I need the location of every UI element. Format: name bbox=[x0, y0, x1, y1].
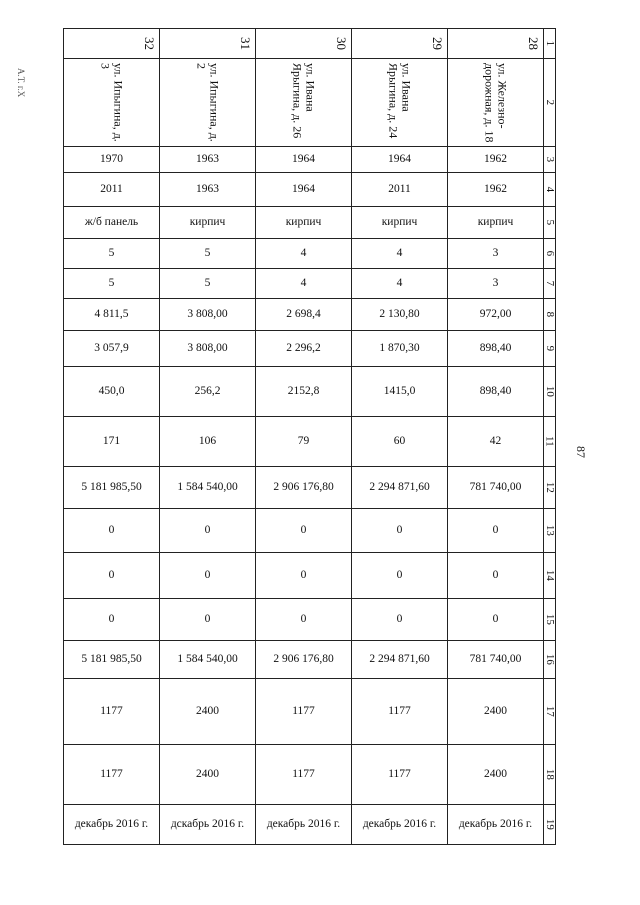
table-cell-year_overhaul: 1963 bbox=[160, 173, 256, 207]
table-cell-address: ул. Ивана Ярыгина, д. 26 bbox=[256, 59, 352, 147]
table-row bbox=[64, 509, 556, 553]
table-cell-floors: 4 bbox=[352, 239, 448, 269]
table-cell-year_built: 1964 bbox=[352, 147, 448, 173]
row-index: 12 bbox=[544, 467, 556, 509]
row-index: 18 bbox=[544, 745, 556, 805]
table-cell-deadline: декабрь 2016 г. bbox=[352, 805, 448, 845]
table-cell-floors: 4 bbox=[256, 239, 352, 269]
table-cell-z1: 0 bbox=[64, 509, 160, 553]
table-cell-year_built: 1970 bbox=[64, 147, 160, 173]
row-index: 17 bbox=[544, 679, 556, 745]
row-index: 11 bbox=[544, 417, 556, 467]
table-cell-area_x: 256,2 bbox=[160, 367, 256, 417]
table-cell-z3: 0 bbox=[64, 599, 160, 641]
row-index: 2 bbox=[544, 59, 556, 147]
table-cell-area_x: 450,0 bbox=[64, 367, 160, 417]
table-cell-z1: 0 bbox=[352, 509, 448, 553]
row-index: 13 bbox=[544, 509, 556, 553]
row-index: 10 bbox=[544, 367, 556, 417]
table-row bbox=[64, 641, 556, 679]
row-index: 1 bbox=[544, 29, 556, 59]
table-row bbox=[64, 679, 556, 745]
table-cell-z2: 0 bbox=[256, 553, 352, 599]
side-mark: А.Т. г.Х bbox=[16, 68, 26, 98]
table-cell-area_total: 972,00 bbox=[448, 299, 544, 331]
table-row bbox=[64, 147, 556, 173]
row-index: 7 bbox=[544, 269, 556, 299]
table-cell-year_overhaul: 2011 bbox=[64, 173, 160, 207]
row-index: 5 bbox=[544, 207, 556, 239]
table-row bbox=[64, 207, 556, 239]
table-cell-deadline: дскабрь 2016 г. bbox=[160, 805, 256, 845]
row-index: 14 bbox=[544, 553, 556, 599]
table-cell-area_total: 3 808,00 bbox=[160, 299, 256, 331]
table-cell-cost_total: 1 584 540,00 bbox=[160, 467, 256, 509]
table-cell-unit1: 2400 bbox=[160, 679, 256, 745]
table-cell-unit2: 2400 bbox=[448, 745, 544, 805]
table-cell-area_total: 2 698,4 bbox=[256, 299, 352, 331]
table-cell-area_living: 898,40 bbox=[448, 331, 544, 367]
table-cell-material: кирпич bbox=[352, 207, 448, 239]
table-cell-cost_total: 2 906 176,80 bbox=[256, 467, 352, 509]
table-cell-floors2: 5 bbox=[64, 269, 160, 299]
table-cell-z3: 0 bbox=[160, 599, 256, 641]
table-cell-material: кирпич bbox=[256, 207, 352, 239]
table-cell-area_x: 2152,8 bbox=[256, 367, 352, 417]
table-row bbox=[64, 417, 556, 467]
table-cell-unit2: 1177 bbox=[64, 745, 160, 805]
table-cell-material: кирпич bbox=[448, 207, 544, 239]
table-cell-no: 30 bbox=[256, 29, 352, 59]
table-row bbox=[64, 599, 556, 641]
table-cell-z2: 0 bbox=[352, 553, 448, 599]
table-row bbox=[64, 269, 556, 299]
table-cell-address: ул. Ипыгина, д. 3 bbox=[64, 59, 160, 147]
table-cell-material: ж/б панель bbox=[64, 207, 160, 239]
table-cell-area_living: 3 808,00 bbox=[160, 331, 256, 367]
table-cell-residents: 171 bbox=[64, 417, 160, 467]
table-cell-z2: 0 bbox=[448, 553, 544, 599]
row-index: 3 bbox=[544, 147, 556, 173]
table-row bbox=[64, 299, 556, 331]
table-cell-floors2: 4 bbox=[256, 269, 352, 299]
table-cell-residents: 79 bbox=[256, 417, 352, 467]
table-cell-z3: 0 bbox=[352, 599, 448, 641]
table-cell-deadline: декабрь 2016 г. bbox=[448, 805, 544, 845]
table-cell-z3: 0 bbox=[448, 599, 544, 641]
table-cell-cost_total2: 781 740,00 bbox=[448, 641, 544, 679]
table-cell-area_x: 1415,0 bbox=[352, 367, 448, 417]
table-cell-no: 32 bbox=[64, 29, 160, 59]
table-row bbox=[64, 745, 556, 805]
table-cell-residents: 106 bbox=[160, 417, 256, 467]
table-cell-year_overhaul: 1964 bbox=[256, 173, 352, 207]
table-cell-cost_total: 5 181 985,50 bbox=[64, 467, 160, 509]
table-cell-z1: 0 bbox=[448, 509, 544, 553]
table-cell-cost_total: 2 294 871,60 bbox=[352, 467, 448, 509]
table-cell-cost_total2: 2 294 871,60 bbox=[352, 641, 448, 679]
table-cell-cost_total2: 5 181 985,50 bbox=[64, 641, 160, 679]
table-cell-unit2: 2400 bbox=[160, 745, 256, 805]
table-cell-year_overhaul: 1962 bbox=[448, 173, 544, 207]
table-cell-deadline: декабрь 2016 г. bbox=[64, 805, 160, 845]
row-index: 4 bbox=[544, 173, 556, 207]
table-cell-area_total: 2 130,80 bbox=[352, 299, 448, 331]
table-cell-no: 28 bbox=[448, 29, 544, 59]
table-cell-z2: 0 bbox=[160, 553, 256, 599]
row-index: 19 bbox=[544, 805, 556, 845]
table-cell-floors: 3 bbox=[448, 239, 544, 269]
table-cell-floors: 5 bbox=[64, 239, 160, 269]
table-cell-cost_total2: 2 906 176,80 bbox=[256, 641, 352, 679]
table-cell-unit1: 2400 bbox=[448, 679, 544, 745]
table-cell-cost_total2: 1 584 540,00 bbox=[160, 641, 256, 679]
table-cell-no: 31 bbox=[160, 29, 256, 59]
table-cell-residents: 42 bbox=[448, 417, 544, 467]
table-cell-area_living: 1 870,30 bbox=[352, 331, 448, 367]
table-cell-z1: 0 bbox=[256, 509, 352, 553]
table-cell-z1: 0 bbox=[160, 509, 256, 553]
table-cell-address: ул. Ивана Ярыгина, д. 24 bbox=[352, 59, 448, 147]
table-cell-material: кирпич bbox=[160, 207, 256, 239]
table-cell-deadline: декабрь 2016 г. bbox=[256, 805, 352, 845]
table-cell-year_overhaul: 2011 bbox=[352, 173, 448, 207]
page-number: 87 bbox=[574, 446, 588, 458]
table-row bbox=[64, 173, 556, 207]
table-row bbox=[64, 467, 556, 509]
table-cell-floors2: 5 bbox=[160, 269, 256, 299]
table-cell-unit2: 1177 bbox=[352, 745, 448, 805]
table-cell-area_total: 4 811,5 bbox=[64, 299, 160, 331]
table-cell-area_living: 3 057,9 bbox=[64, 331, 160, 367]
table-cell-z3: 0 bbox=[256, 599, 352, 641]
table-cell-area_living: 2 296,2 bbox=[256, 331, 352, 367]
row-index: 16 bbox=[544, 641, 556, 679]
table-cell-address: ул. Железно-дорожная, д. 18 bbox=[448, 59, 544, 147]
row-index: 15 bbox=[544, 599, 556, 641]
table-cell-z2: 0 bbox=[64, 553, 160, 599]
table-cell-residents: 60 bbox=[352, 417, 448, 467]
table-cell-floors2: 3 bbox=[448, 269, 544, 299]
table-cell-area_x: 898,40 bbox=[448, 367, 544, 417]
row-index: 6 bbox=[544, 239, 556, 269]
table-cell-year_built: 1964 bbox=[256, 147, 352, 173]
table-row bbox=[64, 29, 556, 59]
table-cell-floors: 5 bbox=[160, 239, 256, 269]
row-index: 9 bbox=[544, 331, 556, 367]
table-row bbox=[64, 805, 556, 845]
table-row bbox=[64, 367, 556, 417]
table-cell-unit1: 1177 bbox=[256, 679, 352, 745]
table-row bbox=[64, 59, 556, 147]
table-cell-floors2: 4 bbox=[352, 269, 448, 299]
table-cell-unit1: 1177 bbox=[64, 679, 160, 745]
data-table bbox=[63, 28, 556, 845]
table-cell-unit1: 1177 bbox=[352, 679, 448, 745]
table-row bbox=[64, 331, 556, 367]
table-cell-unit2: 1177 bbox=[256, 745, 352, 805]
table-cell-address: ул. Ипыгина, д. 2 bbox=[160, 59, 256, 147]
table-cell-no: 29 bbox=[352, 29, 448, 59]
table-cell-cost_total: 781 740,00 bbox=[448, 467, 544, 509]
table-row bbox=[64, 553, 556, 599]
table-row bbox=[64, 239, 556, 269]
table-cell-year_built: 1962 bbox=[448, 147, 544, 173]
table-cell-year_built: 1963 bbox=[160, 147, 256, 173]
row-index: 8 bbox=[544, 299, 556, 331]
